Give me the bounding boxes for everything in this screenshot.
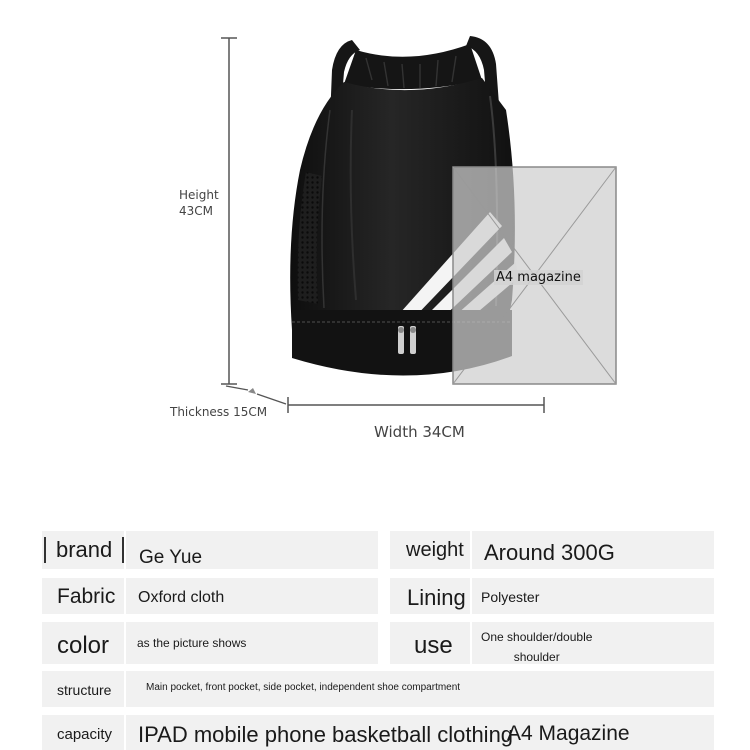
width-label: Width 34CM (374, 423, 465, 441)
brand-value: Ge Yue (139, 547, 203, 568)
thickness-label: Thickness 15CM (170, 405, 268, 419)
structure-label: structure (57, 682, 112, 698)
height-dimension-line (221, 38, 237, 384)
weight-label: weight (406, 539, 464, 561)
fabric-label: Fabric (57, 585, 116, 608)
capacity-label: capacity (57, 726, 113, 743)
use-label: use (414, 632, 453, 659)
width-dimension-line (288, 397, 544, 413)
lining-label: Lining (407, 585, 466, 610)
magazine-label: A4 magazine (496, 270, 581, 285)
height-label: Height 43CM (179, 188, 219, 218)
color-label: color (57, 632, 110, 659)
fabric-value: Oxford cloth (138, 589, 225, 606)
thickness-dimension-line (226, 386, 286, 404)
color-value: as the picture shows (137, 636, 247, 650)
lining-value: Polyester (481, 589, 540, 605)
brand-label: brand (44, 537, 124, 563)
capacity-value-a4: A4 Magazine (507, 722, 630, 745)
capacity-value-items: IPAD mobile phone basketball clothing (138, 722, 514, 747)
structure-value: Main pocket, front pocket, side pocket, independent shoe compartment (146, 682, 461, 693)
weight-value: Around 300G (484, 540, 615, 565)
use-value: One shoulder/double shoulder (481, 630, 593, 664)
